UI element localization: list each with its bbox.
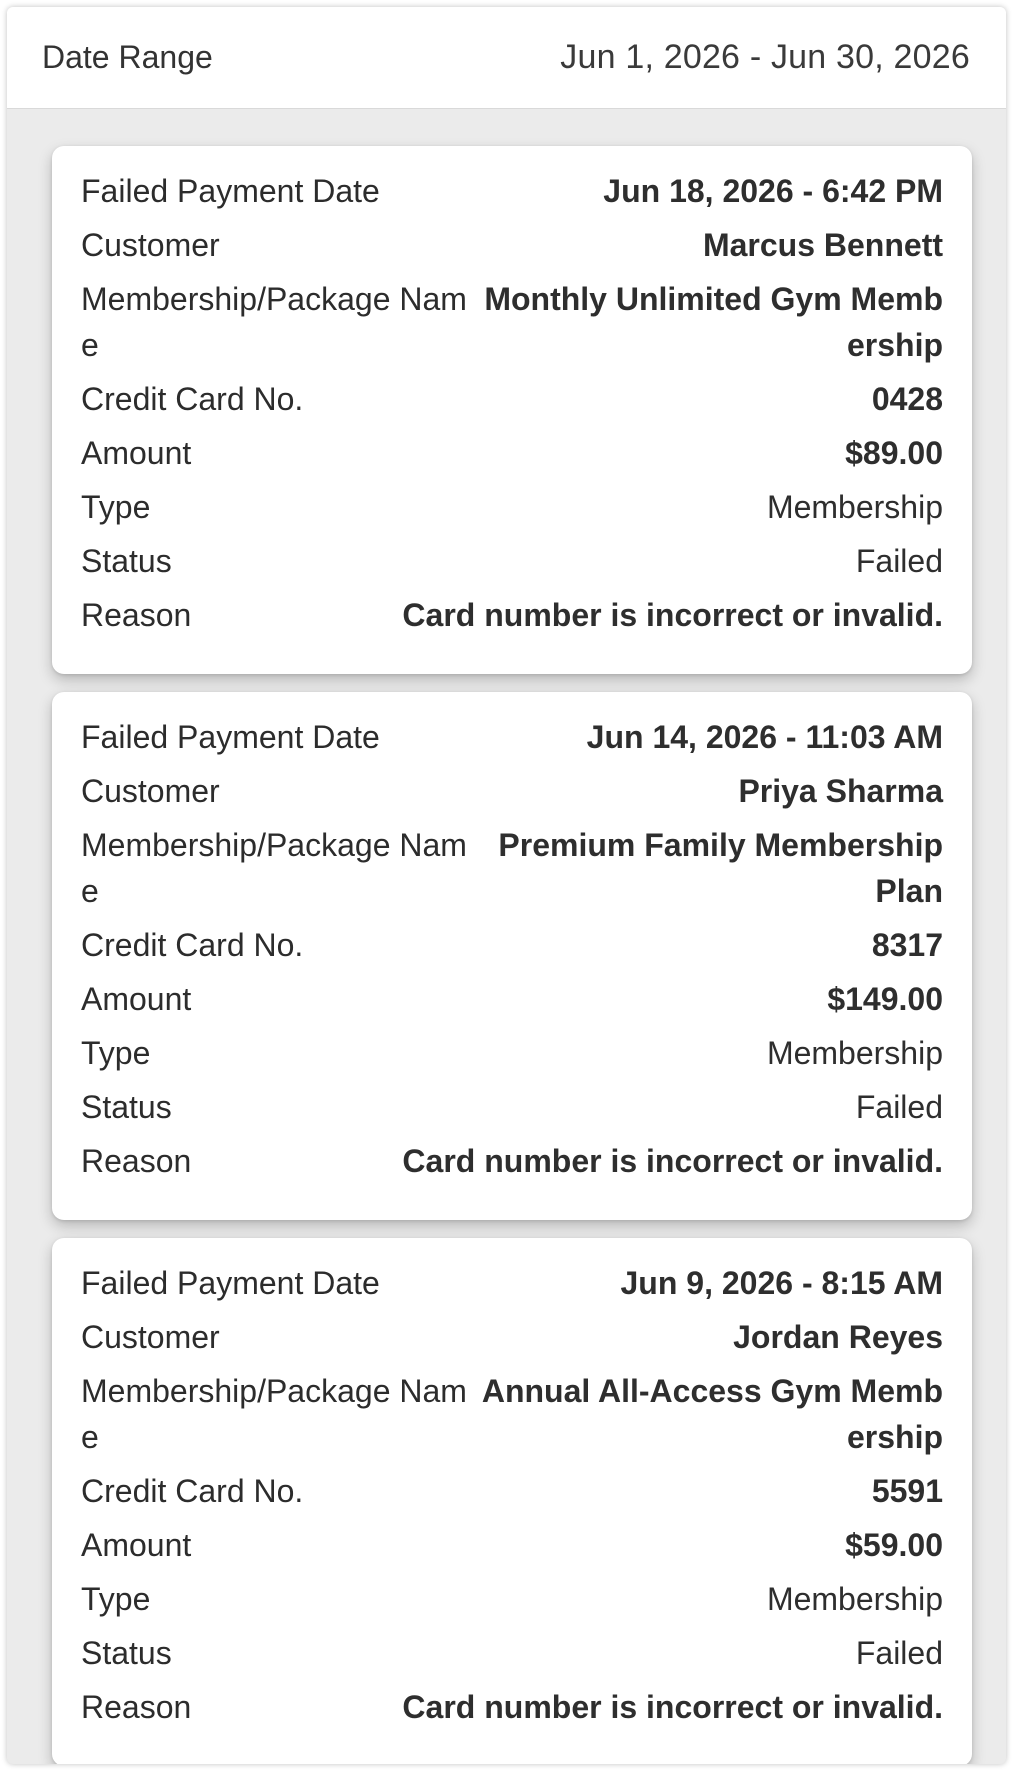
field-label-type: Type: [81, 1035, 151, 1071]
field-value-card: 5591: [871, 1473, 943, 1509]
field-label-amount: Amount: [81, 435, 192, 471]
field-value-type: Membership: [766, 1035, 943, 1071]
field-label-customer: Customer: [81, 773, 220, 809]
row-reason: [81, 1684, 943, 1738]
row-card: [81, 1468, 943, 1522]
row-customer: [81, 222, 943, 276]
failed-payment-card[interactable]: [52, 692, 972, 1220]
field-label-card: Credit Card No.: [81, 1473, 304, 1509]
field-value-amount: $89.00: [845, 435, 943, 471]
field-value-date: Jun 14, 2026 - 11:03 AM: [586, 719, 943, 755]
field-label-reason: Reason: [81, 1689, 192, 1725]
row-card: [81, 376, 943, 430]
field-label-card: Credit Card No.: [81, 927, 304, 963]
date-range-label: Date Range: [42, 39, 213, 75]
field-value-date: Jun 9, 2026 - 8:15 AM: [620, 1265, 943, 1301]
row-customer: [81, 1314, 943, 1368]
report-panel: [7, 7, 1006, 1764]
field-label-package: Membership/Package Name: [81, 827, 467, 909]
date-range-value[interactable]: Jun 1, 2026 - Jun 30, 2026: [560, 38, 970, 76]
field-value-type: Membership: [766, 1581, 943, 1617]
field-label-date: Failed Payment Date: [81, 173, 380, 209]
failed-payment-card[interactable]: [52, 1238, 972, 1764]
row-type: [81, 1576, 943, 1630]
field-label-date: Failed Payment Date: [81, 719, 380, 755]
field-value-reason: Card number is incorrect or invalid.: [402, 1689, 943, 1725]
row-type: [81, 1030, 943, 1084]
field-value-customer: Jordan Reyes: [733, 1319, 943, 1355]
date-range-header[interactable]: [7, 7, 1006, 109]
row-customer: [81, 768, 943, 822]
row-package: [81, 1368, 943, 1468]
field-value-reason: Card number is incorrect or invalid.: [402, 597, 943, 633]
row-status: [81, 1084, 943, 1138]
field-value-status: Failed: [855, 1635, 943, 1671]
field-value-customer: Marcus Bennett: [702, 227, 943, 263]
field-value-package: Premium Family Membership Plan: [498, 827, 943, 909]
row-reason: [81, 592, 943, 646]
field-value-package: Monthly Unlimited Gym Membership: [484, 281, 943, 363]
field-label-status: Status: [81, 543, 172, 579]
field-label-customer: Customer: [81, 1319, 220, 1355]
row-status: [81, 1630, 943, 1684]
field-label-customer: Customer: [81, 227, 220, 263]
field-label-package: Membership/Package Name: [81, 281, 467, 363]
row-package: [81, 276, 943, 376]
field-value-amount: $149.00: [827, 981, 943, 1017]
field-value-card: 8317: [871, 927, 943, 963]
field-label-amount: Amount: [81, 981, 192, 1017]
field-value-date: Jun 18, 2026 - 6:42 PM: [603, 173, 943, 209]
field-value-customer: Priya Sharma: [738, 773, 943, 809]
row-card: [81, 922, 943, 976]
field-label-status: Status: [81, 1635, 172, 1671]
field-value-package: Annual All-Access Gym Membership: [481, 1373, 943, 1455]
field-value-status: Failed: [855, 543, 943, 579]
field-label-type: Type: [81, 489, 151, 525]
field-label-amount: Amount: [81, 1527, 192, 1563]
failed-payments-list: [52, 146, 972, 1764]
failed-payment-card[interactable]: [52, 146, 972, 674]
field-label-date: Failed Payment Date: [81, 1265, 380, 1301]
field-label-reason: Reason: [81, 597, 192, 633]
field-label-package: Membership/Package Name: [81, 1373, 467, 1455]
field-label-type: Type: [81, 1581, 151, 1617]
field-value-amount: $59.00: [845, 1527, 943, 1563]
row-date: [81, 714, 943, 768]
row-amount: [81, 430, 943, 484]
row-amount: [81, 976, 943, 1030]
row-amount: [81, 1522, 943, 1576]
row-date: [81, 168, 943, 222]
field-label-reason: Reason: [81, 1143, 192, 1179]
field-value-type: Membership: [766, 489, 943, 525]
row-status: [81, 538, 943, 592]
field-label-status: Status: [81, 1089, 172, 1125]
row-date: [81, 1260, 943, 1314]
field-value-reason: Card number is incorrect or invalid.: [402, 1143, 943, 1179]
row-type: [81, 484, 943, 538]
field-value-card: 0428: [871, 381, 943, 417]
field-value-status: Failed: [855, 1089, 943, 1125]
row-reason: [81, 1138, 943, 1192]
field-label-card: Credit Card No.: [81, 381, 304, 417]
row-package: [81, 822, 943, 922]
